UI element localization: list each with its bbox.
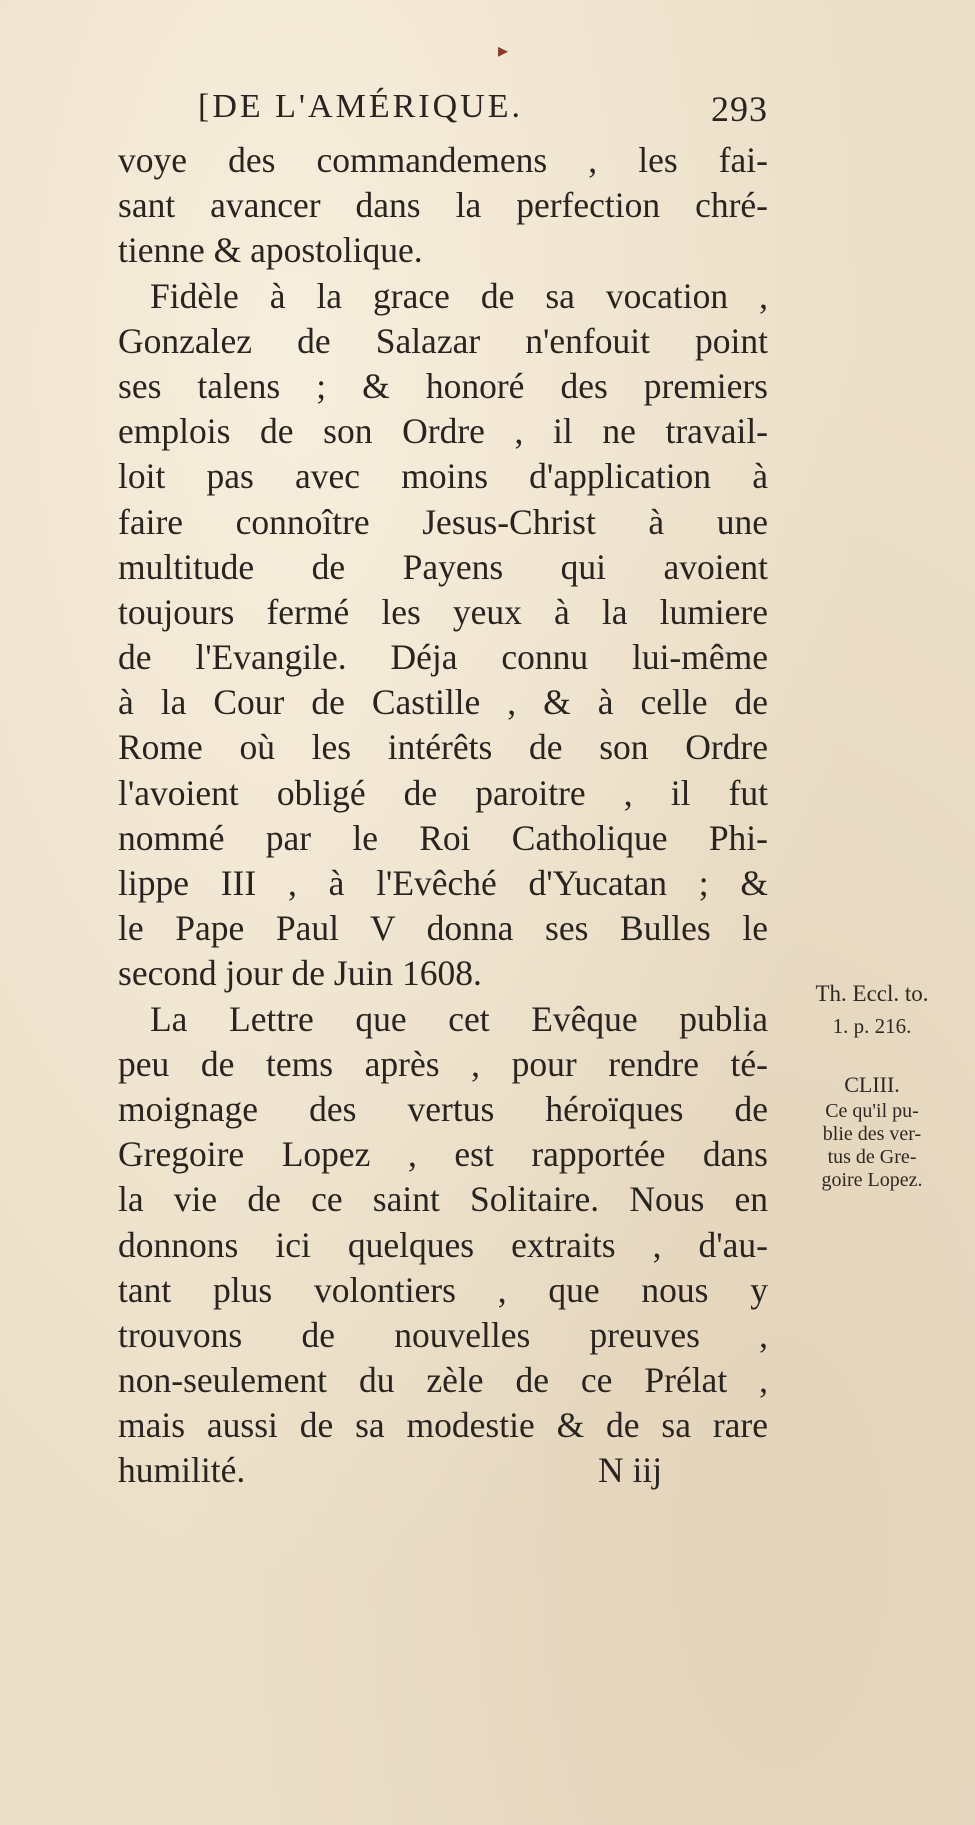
margin-reference [772,980,972,1040]
text-line: toujours fermé les yeux à la lumiere [118,591,768,632]
signature-mark: N iij [598,1450,663,1491]
page-header [198,88,768,132]
margin-section-note [772,1070,972,1192]
text-line: l'avoient obligé de paroitre , il fut [118,772,768,813]
printer-ornament-mark: ▸ [498,40,509,62]
text-line: trouvons de nouvelles preuves , [118,1314,768,1355]
section-title-line: blie des ver- [822,1123,922,1145]
text-line: donnons ici quelques extraits , d'au- [118,1224,768,1265]
page-number: 293 [711,89,768,129]
section-number: CLIII. [844,1072,900,1097]
text-line: nommé par le Roi Catholique Phi- [118,817,768,858]
text-line: tienne & apostolique. [118,230,423,271]
text-line: non-seulement du zèle de ce Prélat , [118,1360,768,1401]
text-line: la vie de ce saint Solitaire. Nous en [118,1179,768,1220]
text-line: tant plus volontiers , que nous y [118,1269,768,1310]
text-line: sant avancer dans la perfection chré- [118,185,768,226]
last-word: humilité. [118,1450,246,1491]
section-title-line: tus de Gre- [827,1146,917,1168]
paragraph-start-line: Fidèle à la grace de sa vocation , [150,275,768,316]
text-line: multitude de Payens qui avoient [118,546,768,587]
text-line: peu de tems après , pour rendre té- [118,1043,768,1084]
text-line: ses talens ; & honoré des premiers [118,365,768,406]
text-line: loit pas avec moins d'application à [118,456,768,497]
text-line: faire connoître Jesus-Christ à une [118,501,768,542]
text-line: de l'Evangile. Déja connu lui-même [118,637,768,678]
section-title-line: goire Lopez. [821,1169,923,1191]
text-line: Gregoire Lopez , est rapportée dans [118,1134,768,1175]
running-head: [DE L'AMÉRIQUE. [198,88,523,125]
text-line: voye des commandemens , les fai- [118,140,768,180]
text-line: moignage des vertus héroïques de [118,1088,768,1129]
final-line [118,1448,768,1493]
text-line: Gonzalez de Salazar n'enfouit point [118,320,768,361]
paragraph-start-line: La Lettre que cet Evêque publia [150,998,768,1039]
text-line: second jour de Juin 1608. [118,953,482,994]
text-line: mais aussi de sa modestie & de sa rare [118,1405,768,1446]
text-line: à la Cour de Castille , & à celle de [118,682,768,723]
text-line: le Pape Paul V donna ses Bulles le [118,908,768,949]
section-title-line: Ce qu'il pu- [825,1100,919,1122]
reference-source: Th. Eccl. to. [815,981,929,1006]
text-line: emplois de son Ordre , il ne travail- [118,411,768,452]
text-line: Rome où les intérêts de son Ordre [118,727,768,768]
text-line: lippe III , à l'Evêché d'Yucatan ; & [118,863,768,903]
reference-page: 1. p. 216. [832,1014,912,1038]
body-text [118,138,768,1494]
